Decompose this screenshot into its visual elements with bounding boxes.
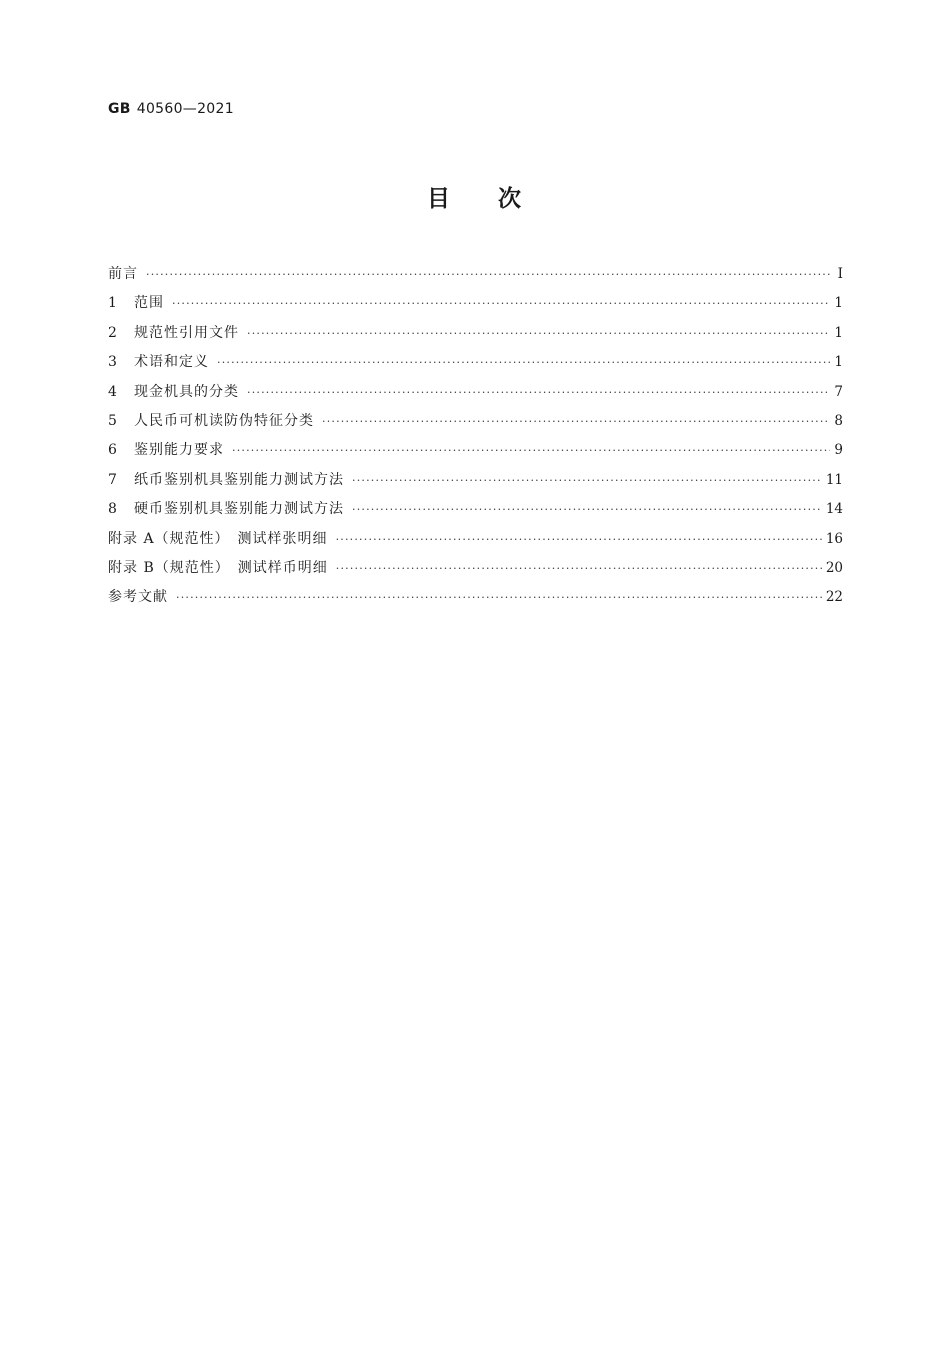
toc-page-number: 14 <box>825 501 843 518</box>
toc-entry-2[interactable] <box>108 319 843 348</box>
toc-entry-number: 5 <box>108 412 117 429</box>
toc-entry-annex-a[interactable] <box>108 525 843 554</box>
toc-entry-bibliography[interactable] <box>108 583 843 612</box>
toc-leader-dots <box>232 436 830 465</box>
toc-entry-title: 术语和定义 <box>134 354 209 371</box>
toc-leader-dots <box>176 583 822 612</box>
toc-entry-number: 8 <box>108 501 117 518</box>
toc-leader-dots <box>217 348 830 377</box>
standard-code <box>108 101 234 117</box>
toc-leader-dots <box>247 319 830 348</box>
toc-leader-dots <box>247 378 830 407</box>
standard-prefix: GB <box>108 101 131 117</box>
toc-page-number: Ⅰ <box>837 266 843 282</box>
toc-page-number: 16 <box>825 530 843 547</box>
toc-leader-dots <box>322 407 830 436</box>
toc-page-number: 9 <box>834 442 843 459</box>
toc-entry-number: 2 <box>108 324 117 341</box>
toc-entry-title: 纸币鉴别机具鉴别能力测试方法 <box>134 471 344 488</box>
toc-leader-dots <box>146 260 831 289</box>
toc-page-number: 1 <box>834 354 843 371</box>
toc-entry-number: 4 <box>108 383 117 400</box>
toc-entry-title: 参考文献 <box>108 589 168 606</box>
toc-leader-dots <box>172 289 830 318</box>
toc-entry-6[interactable] <box>108 436 843 465</box>
standard-number: 40560—2021 <box>136 101 234 117</box>
page-title-char-2: 次 <box>498 186 523 212</box>
toc-entry-title: 现金机具的分类 <box>134 383 239 400</box>
toc-entry-number: 6 <box>108 442 117 459</box>
page-title <box>0 180 950 213</box>
toc-page-number: 8 <box>834 412 843 429</box>
toc-entry-number: 1 <box>108 295 117 312</box>
toc-entry-title: 附录 A（规范性） 测试样张明细 <box>108 530 328 547</box>
toc-page-number: 1 <box>834 324 843 341</box>
toc-entry-8[interactable] <box>108 495 843 524</box>
toc-page-number: 1 <box>834 295 843 312</box>
toc-entry-number: 7 <box>108 471 117 488</box>
toc-entry-title: 硬币鉴别机具鉴别能力测试方法 <box>134 501 344 518</box>
toc-entry-number: 3 <box>108 354 117 371</box>
table-of-contents <box>108 260 843 613</box>
toc-entry-title: 规范性引用文件 <box>134 324 239 341</box>
toc-entry-title: 前言 <box>108 266 138 282</box>
toc-page-number: 20 <box>825 559 843 576</box>
toc-page-number: 22 <box>825 589 843 606</box>
toc-entry-7[interactable] <box>108 466 843 495</box>
toc-entry-foreword[interactable] <box>108 260 843 289</box>
page-title-char-1: 目 <box>427 186 452 212</box>
toc-entry-title: 鉴别能力要求 <box>134 442 224 459</box>
toc-entry-4[interactable] <box>108 378 843 407</box>
toc-entry-annex-b[interactable] <box>108 554 843 583</box>
toc-entry-1[interactable] <box>108 289 843 318</box>
toc-entry-5[interactable] <box>108 407 843 436</box>
toc-entry-title: 附录 B（规范性） 测试样币明细 <box>108 559 328 576</box>
toc-entry-3[interactable] <box>108 348 843 377</box>
toc-leader-dots <box>336 554 822 583</box>
toc-page-number: 11 <box>825 471 843 488</box>
toc-page-number: 7 <box>834 383 843 400</box>
toc-leader-dots <box>352 466 822 495</box>
toc-entry-title: 人民币可机读防伪特征分类 <box>134 412 314 429</box>
toc-leader-dots <box>336 525 822 554</box>
toc-leader-dots <box>352 495 822 524</box>
toc-entry-title: 范围 <box>134 295 164 312</box>
